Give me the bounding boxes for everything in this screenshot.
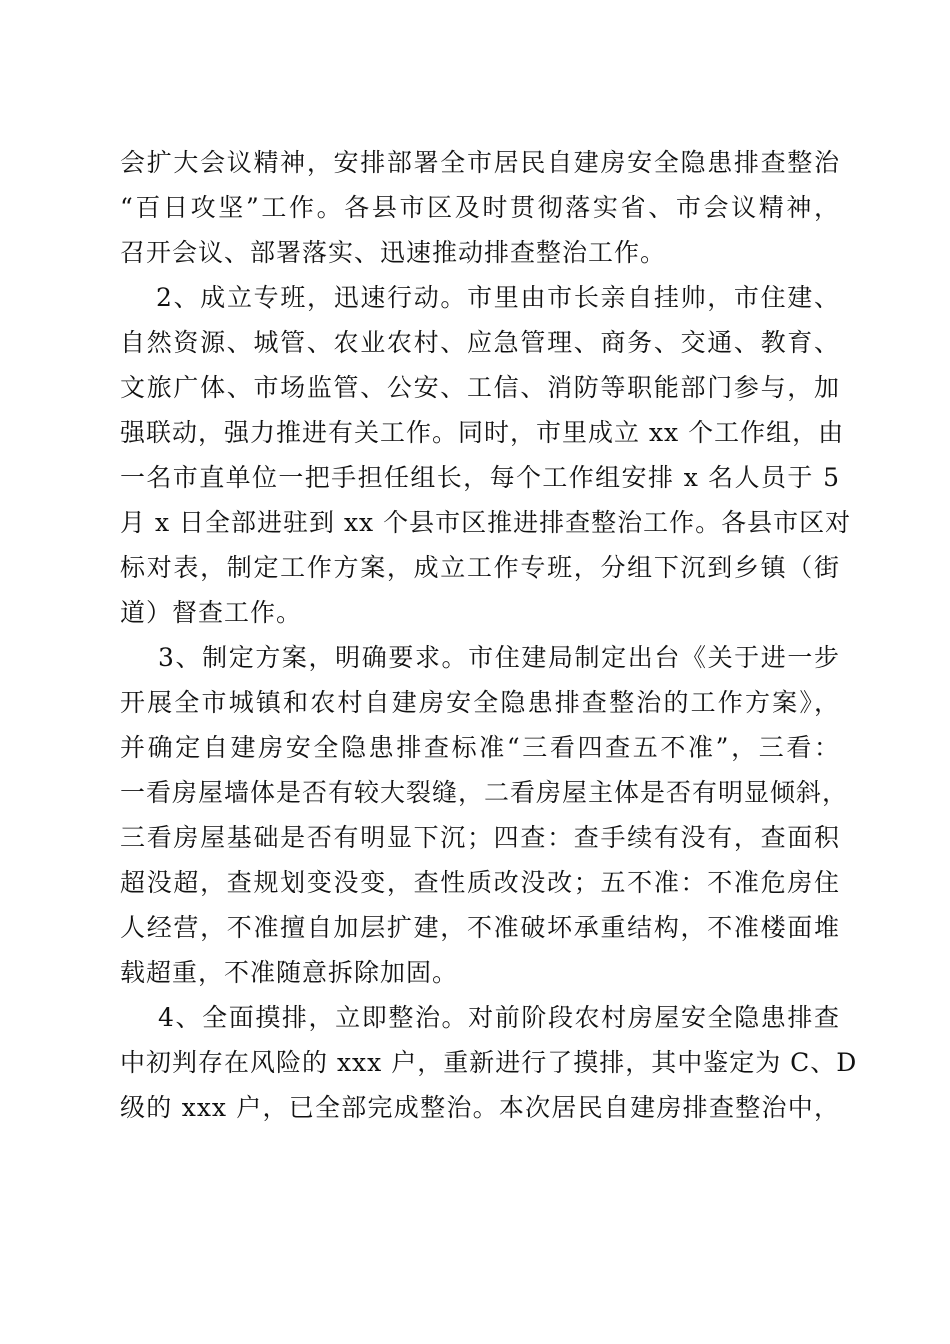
text-line: “百日攻坚”工作。各县市区及时贯彻落实省、市会议精神， (120, 193, 840, 222)
text-line: 月 x 日全部进驻到 xx 个县市区推进排查整治工作。各县市区对 (120, 508, 852, 537)
text-line: 2、成立专班，迅速行动。市里由市长亲自挂帅，市住建、 (156, 283, 840, 312)
text-line: 超没超，查规划变没变，查性质改没改；五不准：不准危房住 (120, 868, 840, 897)
text-line: 并确定自建房安全隐患排查标准“三看四查五不准”，三看： (120, 733, 840, 762)
text-line: 标对表，制定工作方案，成立工作专班，分组下沉到乡镇（街 (120, 553, 840, 582)
text-line: 载超重，不准随意拆除加固。 (120, 958, 459, 987)
text-line: 会扩大会议精神，安排部署全市居民自建房安全隐患排查整治 (120, 148, 840, 177)
text-line: 4、全面摸排，立即整治。对前阶段农村房屋安全隐患排查 (158, 1003, 840, 1032)
text-line: 道）督查工作。 (120, 598, 303, 627)
text-line: 3、制定方案，明确要求。市住建局制定出台《关于进一步 (158, 643, 840, 672)
text-line: 文旅广体、市场监管、公安、工信、消防等职能部门参与，加 (120, 373, 840, 402)
text-line: 三看房屋基础是否有明显下沉；四查：查手续有没有，查面积 (120, 823, 840, 852)
text-line: 开展全市城镇和农村自建房安全隐患排查整治的工作方案》， (120, 688, 840, 717)
text-line: 中初判存在风险的 xxx 户，重新进行了摸排，其中鉴定为 C、D (120, 1048, 858, 1077)
body-text (120, 140, 858, 1130)
text-line: 强联动，强力推进有关工作。同时，市里成立 xx 个工作组，由 (120, 418, 845, 447)
text-line: 召开会议、部署落实、迅速推动排查整治工作。 (120, 238, 667, 267)
text-line: 人经营，不准擅自加层扩建，不准破坏承重结构，不准楼面堆 (120, 913, 840, 942)
text-line: 自然资源、城管、农业农村、应急管理、商务、交通、教育、 (120, 328, 840, 357)
text-line: 级的 xxx 户，已全部完成整治。本次居民自建房排查整治中， (120, 1093, 840, 1122)
text-line: 一看房屋墙体是否有较大裂缝，二看房屋主体是否有明显倾斜， (120, 778, 849, 807)
text-line: 一名市直单位一把手担任组长，每个工作组安排 x 名人员于 5 (120, 463, 840, 492)
